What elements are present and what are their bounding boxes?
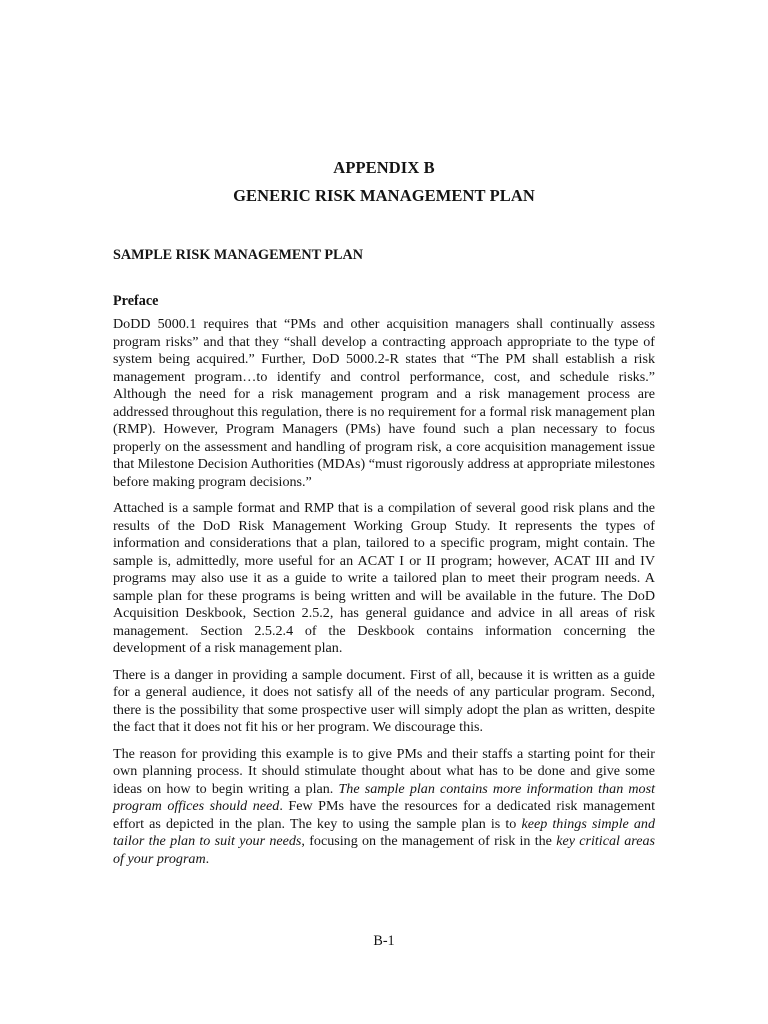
paragraph-3: There is a danger in providing a sample document. First of all, because it is written as a guide for a general audience, it does not satisfy all of the needs of any particular program. Second, there is the possibility that some prospective user will simply adopt the plan as written, despite the fact that it does not fit his or her program. We discourage this. <box>113 666 655 735</box>
plan-title: GENERIC RISK MANAGEMENT PLAN <box>233 186 535 205</box>
paragraph-4-emphasis-1: The sample plan contains more information than most program offices should need <box>113 780 656 814</box>
body-text <box>113 316 655 877</box>
paragraph-4-text-2: . Few PMs have the resources for a dedicated risk management effort as depicted in the plan. The key to using the sample plan is to <box>113 798 655 832</box>
paragraph-2: Attached is a sample format and RMP that is a compilation of several good risk plans and the results of the DoD Risk Management Working Group Study. It represents the types of information and considerations that a plan, tailored to a specific program, might contain. The sample is, admittedly, more useful for an ACAT I or II program; however, ACAT III and IV programs may also use it as a guide to write a tailored plan to meet their program needs. A sample plan for these programs is being written and will be available in the future. The DoD Acquisition Deskbook, Section 2.5.2, has general guidance and advice in all areas of risk management. Section 2.5.2.4 of the Deskbook contains information concerning the development of a risk management plan. <box>113 500 655 656</box>
paragraph-4-text-3: , focusing on the management of risk in the <box>301 833 557 849</box>
paragraph-1: DoDD 5000.1 requires that “PMs and other acquisition managers shall continually assess program risks” and that they “shall develop a contracting approach appropriate to the type of system being acquired.” Further, DoD 5000.2-R states that “The PM shall establish a risk management program…to identify and control performance, cost, and schedule risks.” Although the need for a risk management program and a risk management process are addressed throughout this regulation, there is no requirement for a formal risk management plan (RMP). However, Program Managers (PMs) have found such a plan necessary to focus properly on the assessment and handling of program risk, a core acquisition management issue that Milestone Decision Authorities (MDAs) “must rigorously address at appropriate milestones before making program decisions.” <box>113 316 655 490</box>
section-heading: SAMPLE RISK MANAGEMENT PLAN <box>113 247 364 263</box>
paragraph-4 <box>113 746 655 869</box>
appendix-title: APPENDIX B <box>333 158 435 177</box>
paragraph-4-text-4: . <box>205 850 210 867</box>
paragraph-4-emphasis-3: key critical areas of your program <box>113 833 655 867</box>
paragraph-4-emphasis-2: keep things simple and tailor the plan to suit your needs <box>113 815 655 849</box>
title-block <box>0 154 768 210</box>
page-number: B-1 <box>373 933 395 949</box>
paragraph-4-text-1: The reason for providing this example is to give PMs and their staffs a starting point for their own planning process. It should stimulate thought about what has to be done and give some ideas on how to begin writing a plan. <box>113 745 655 797</box>
preface-heading: Preface <box>113 293 159 309</box>
